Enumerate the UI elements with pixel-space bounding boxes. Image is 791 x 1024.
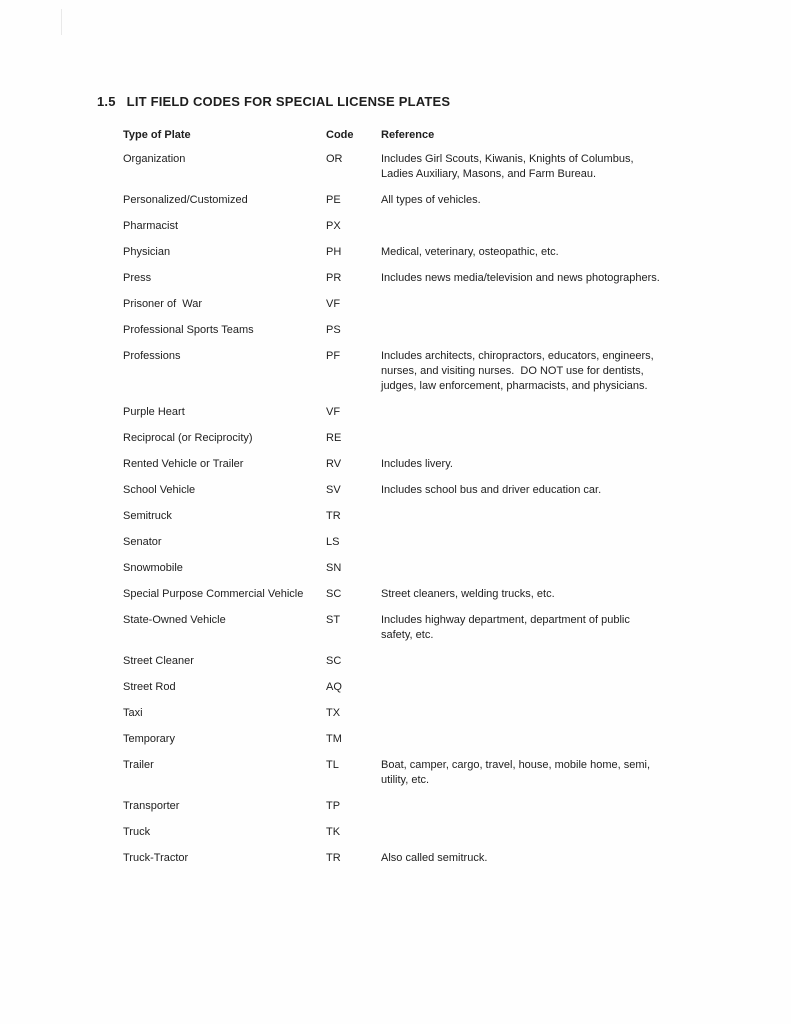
plate-codes-table (123, 128, 663, 866)
table-row (123, 851, 663, 866)
section-heading (97, 94, 697, 109)
plate-reference-cell (381, 323, 662, 338)
plate-code-cell: LS (326, 536, 340, 548)
table-row (123, 349, 663, 394)
table-row (123, 193, 663, 208)
plate-type-cell: Snowmobile (123, 562, 183, 574)
plate-reference-cell: Also called semitruck. (381, 852, 488, 864)
table-row (123, 654, 663, 669)
table-row (123, 245, 663, 260)
table-row (123, 680, 663, 695)
plate-reference-cell: Includes highway department, department of public safety, etc. (381, 614, 633, 641)
table-header-row (123, 128, 663, 143)
plate-code-cell: TP (326, 800, 341, 812)
section-number: 1.5 (97, 94, 116, 109)
plate-code-cell: TK (326, 826, 341, 838)
plate-reference-cell (381, 706, 662, 721)
plate-code-cell: PX (326, 220, 341, 232)
plate-reference-cell (381, 535, 662, 550)
plate-code-cell: PH (326, 246, 342, 258)
plate-type-cell: Rented Vehicle or Trailer (123, 458, 244, 470)
plate-reference-cell: Includes Girl Scouts, Kiwanis, Knights of Columbus, Ladies Auxiliary, Masons, and Farm Bureau. (381, 153, 637, 180)
plate-type-cell: School Vehicle (123, 484, 196, 496)
plate-code-cell: TL (326, 759, 339, 771)
table-row (123, 706, 663, 721)
table-row (123, 732, 663, 747)
plate-code-cell: TR (326, 852, 341, 864)
plate-reference-cell: Includes school bus and driver education car. (381, 484, 602, 496)
plate-code-cell: TM (326, 733, 342, 745)
plate-type-cell: Transporter (123, 800, 180, 812)
plate-type-cell: Pharmacist (123, 220, 179, 232)
plate-reference-cell: Boat, camper, cargo, travel, house, mobile home, semi, utility, etc. (381, 759, 654, 786)
table-row (123, 825, 663, 840)
table-row (123, 271, 663, 286)
table-row (123, 219, 663, 234)
plate-code-cell: SV (326, 484, 341, 496)
plate-reference-cell: Medical, veterinary, osteopathic, etc. (381, 246, 559, 258)
plate-reference-cell (381, 431, 662, 446)
plate-reference-cell: Includes news media/television and news photographers. (381, 272, 660, 284)
table-row (123, 297, 663, 312)
plate-reference-cell (381, 680, 662, 695)
plate-type-cell: Temporary (123, 733, 175, 745)
table-body (123, 152, 663, 866)
table-row (123, 431, 663, 446)
table-row (123, 152, 663, 182)
plate-reference-cell (381, 825, 662, 840)
plate-type-cell: Prisoner of War (123, 298, 203, 310)
plate-type-cell: Taxi (123, 707, 143, 719)
plate-code-cell: TR (326, 510, 341, 522)
plate-code-cell: OR (326, 153, 343, 165)
plate-type-cell: Senator (123, 536, 162, 548)
plate-type-cell: Organization (123, 153, 186, 165)
column-header-type-of-plate: Type of Plate (123, 129, 191, 141)
table-row (123, 535, 663, 550)
plate-type-cell: Truck (123, 826, 151, 838)
table-row (123, 323, 663, 338)
plate-reference-cell (381, 799, 662, 814)
plate-reference-cell: All types of vehicles. (381, 194, 481, 206)
plate-reference-cell (381, 732, 662, 747)
table-row (123, 613, 663, 643)
plate-code-cell: VF (326, 298, 341, 310)
plate-reference-cell (381, 297, 662, 312)
plate-code-cell: PR (326, 272, 342, 284)
plate-code-cell: SC (326, 588, 342, 600)
plate-code-cell: PS (326, 324, 341, 336)
plate-type-cell: Personalized/Customized (123, 194, 248, 206)
plate-reference-cell (381, 405, 662, 420)
plate-code-cell: SN (326, 562, 342, 574)
table-row (123, 561, 663, 576)
plate-type-cell: Special Purpose Commercial Vehicle (123, 588, 304, 600)
plate-code-cell: TX (326, 707, 341, 719)
plate-code-cell: VF (326, 406, 341, 418)
table-row (123, 457, 663, 472)
plate-code-cell: PE (326, 194, 341, 206)
table-row (123, 799, 663, 814)
plate-code-cell: RE (326, 432, 342, 444)
table-row (123, 758, 663, 788)
table-row (123, 509, 663, 524)
plate-type-cell: Purple Heart (123, 406, 185, 418)
plate-code-cell: SC (326, 655, 342, 667)
table-row (123, 587, 663, 602)
plate-reference-cell (381, 654, 662, 669)
scan-artifact-mark (61, 9, 62, 35)
plate-type-cell: Professions (123, 350, 181, 362)
plate-reference-cell: Includes livery. (381, 458, 453, 470)
plate-code-cell: ST (326, 614, 341, 626)
plate-type-cell: Semitruck (123, 510, 172, 522)
section-title: LIT FIELD CODES FOR SPECIAL LICENSE PLATES (126, 94, 451, 109)
table-row (123, 483, 663, 498)
table-row (123, 405, 663, 420)
plate-code-cell: RV (326, 458, 342, 470)
plate-reference-cell (381, 219, 662, 234)
plate-reference-cell (381, 509, 662, 524)
plate-type-cell: Physician (123, 246, 171, 258)
plate-reference-cell (381, 561, 662, 576)
plate-type-cell: Press (123, 272, 152, 284)
plate-type-cell: Street Rod (123, 681, 176, 693)
plate-type-cell: Professional Sports Teams (123, 324, 254, 336)
plate-reference-cell: Includes architects, chiropractors, educators, engineers, nurses, and visiting nurses. DO NOT use for dentists, judges, law enforcement, pharmacists, and physicians. (381, 350, 657, 392)
plate-type-cell: State-Owned Vehicle (123, 614, 226, 626)
plate-code-cell: AQ (326, 681, 342, 693)
plate-type-cell: Trailer (123, 759, 154, 771)
column-header-code: Code (326, 129, 354, 141)
plate-reference-cell: Street cleaners, welding trucks, etc. (381, 588, 555, 600)
plate-type-cell: Truck-Tractor (123, 852, 189, 864)
column-header-reference: Reference (381, 129, 435, 141)
plate-type-cell: Street Cleaner (123, 655, 194, 667)
plate-type-cell: Reciprocal (or Reciprocity) (123, 432, 253, 444)
plate-code-cell: PF (326, 350, 341, 362)
document-page (97, 94, 697, 877)
